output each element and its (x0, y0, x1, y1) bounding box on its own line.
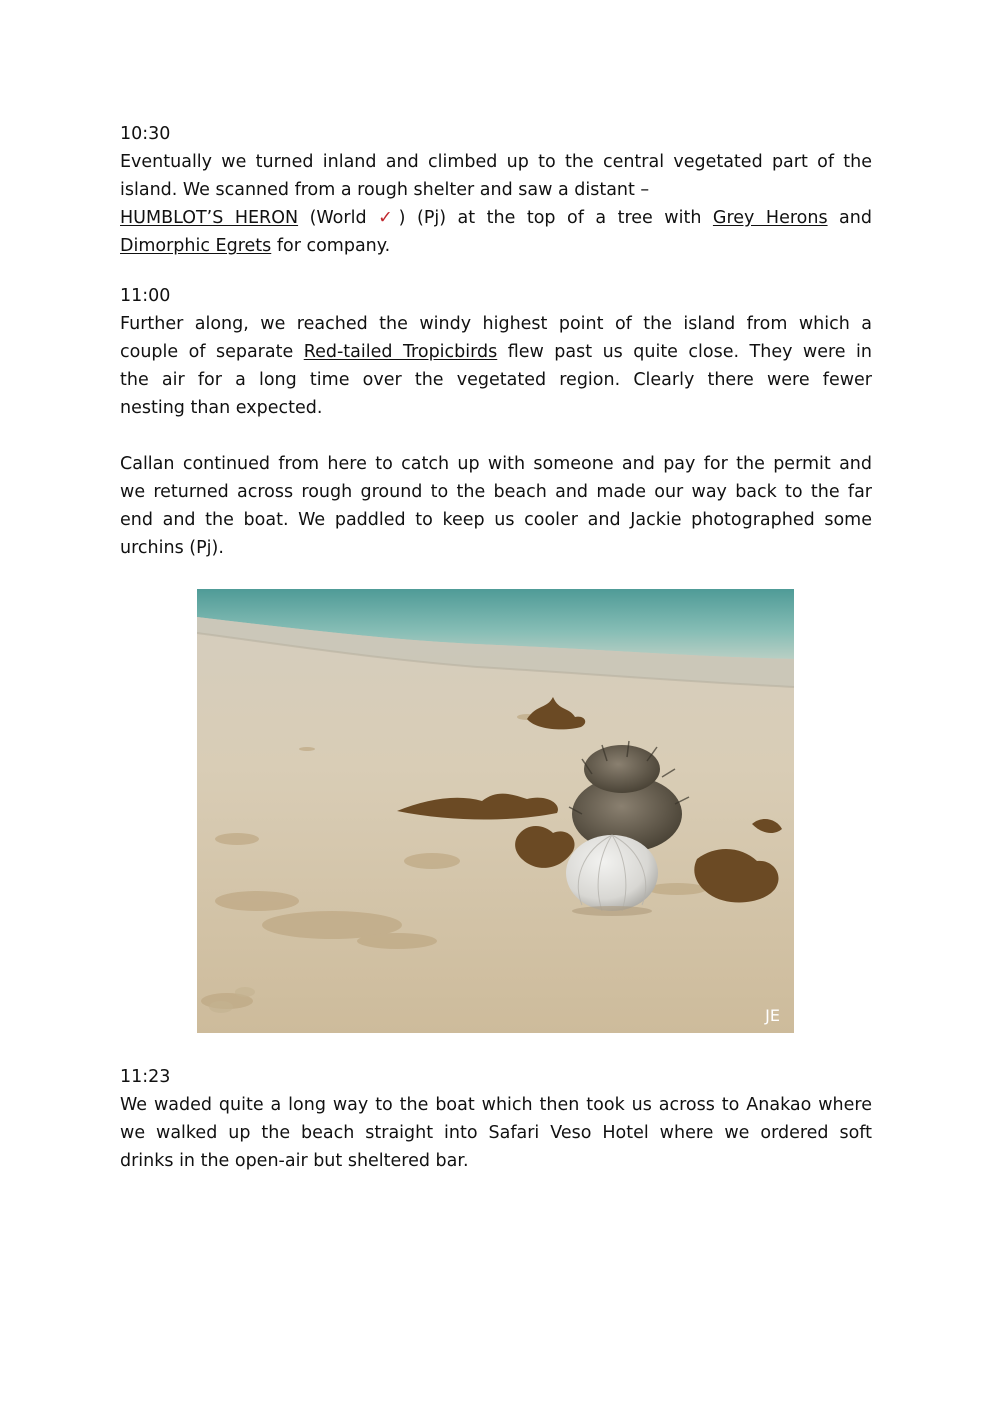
text-line: drinks in the open-air but sheltered bar. (120, 1151, 469, 1171)
text-fragment: and (827, 208, 872, 228)
text-line: nesting than expected. (120, 398, 323, 418)
time-heading-1030: 10:30 (120, 124, 171, 144)
text-line (120, 204, 872, 232)
species-humblots-heron: HUMBLOT’S HERON (120, 208, 299, 228)
time-heading-1123: 11:23 (120, 1067, 171, 1087)
text-fragment: for company. (271, 236, 391, 256)
text-line: Further along, we reached the windy highest point of the island from which a (120, 314, 872, 334)
photo-credit: JE (765, 1006, 780, 1025)
species-dimorphic-egrets: Dimorphic Egrets (120, 236, 272, 256)
red-check-icon: ✓ (378, 208, 399, 228)
paragraph-callan (120, 450, 872, 562)
text-line: Eventually we turned inland and climbed up to the central vegetated part of the (120, 152, 872, 172)
text-line: we walked up the beach straight into Safari Veso Hotel where we ordered soft (120, 1123, 872, 1143)
paragraph-humblots-heron (120, 148, 872, 260)
text-line: end and the boat. We paddled to keep us cooler and Jackie photographed some (120, 510, 872, 530)
text-line: the air for a long time over the vegetated region. Clearly there were fewer (120, 370, 872, 390)
text-line: we returned across rough ground to the beach and made our way back to the far (120, 482, 872, 502)
text-line: island. We scanned from a rough shelter and saw a distant – (120, 180, 650, 200)
text-fragment: couple of separate (120, 342, 304, 362)
species-red-tailed-tropicbirds: Red-tailed Tropicbirds (303, 342, 498, 362)
paragraph-anakao (120, 1091, 872, 1175)
text-line (120, 338, 872, 366)
world-label: (World (309, 208, 379, 228)
photo-illustration (197, 589, 794, 1033)
text-fragment: flew past us quite close. They were in (497, 342, 872, 362)
text-line: We waded quite a long way to the boat which then took us across to Anakao where (120, 1095, 872, 1115)
text-fragment: ) (Pj) at the top of a tree with (398, 208, 713, 228)
species-grey-herons: Grey Herons (712, 208, 828, 228)
text-line (120, 232, 872, 260)
text-line: Callan continued from here to catch up with someone and pay for the permit and (120, 454, 872, 474)
time-heading-1100: 11:00 (120, 286, 171, 306)
paragraph-tropicbirds (120, 310, 872, 422)
text-line: urchins (Pj). (120, 538, 224, 558)
beach-urchin-photo (197, 589, 794, 1033)
